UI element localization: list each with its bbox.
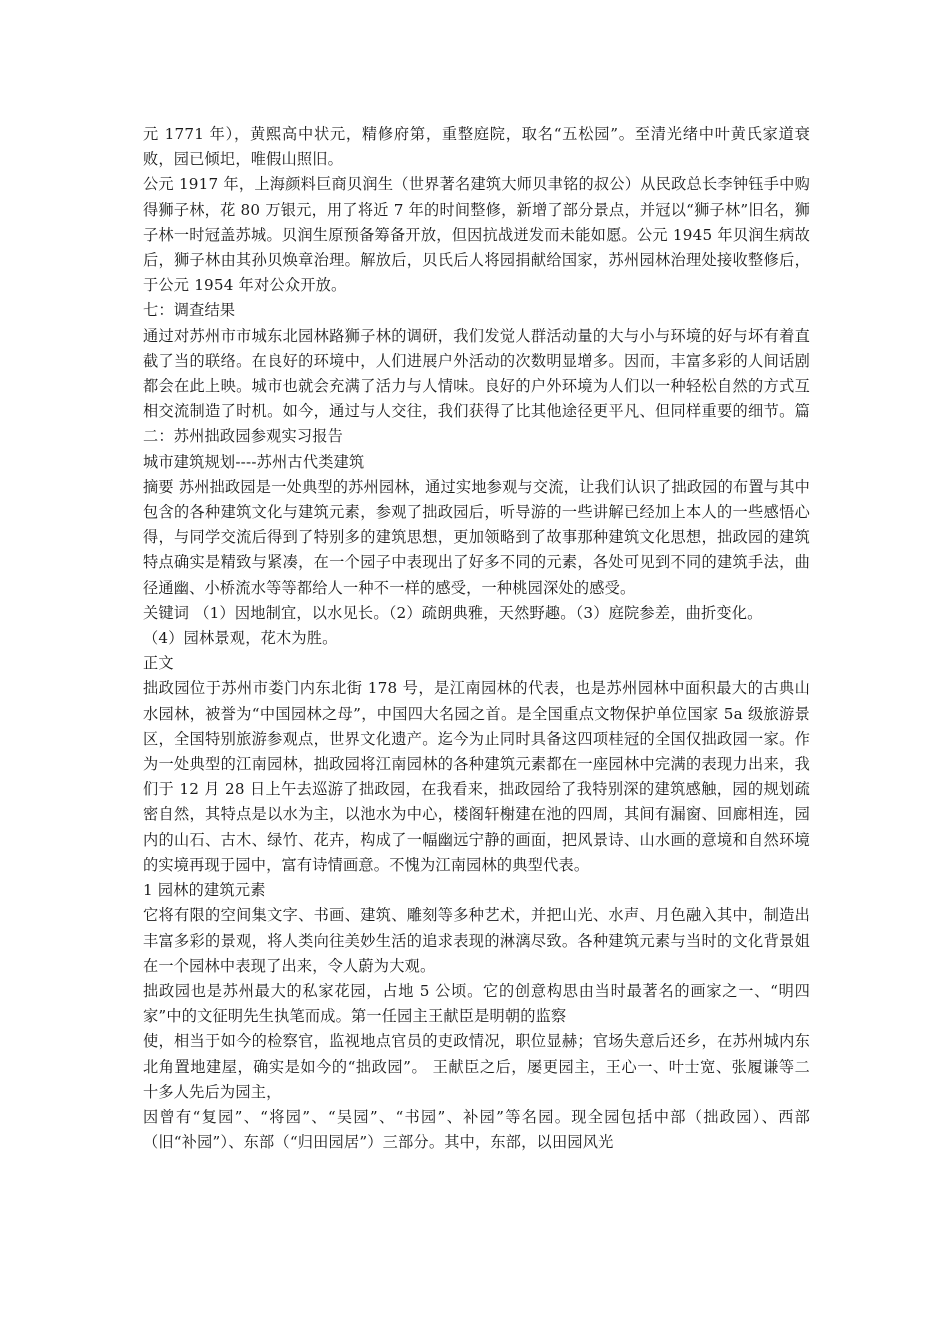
section-heading-garden-elements: 1 园林的建筑元素 — [143, 881, 266, 900]
paragraph-humble-administrator-garden: 拙政园位于苏州市娄门内东北街 178 号，是江南园林的代表，也是苏州园林中面积最大的古典山水园林，被誉为“中国园林之母”，中国四大名园之首。是全国重点文物保护单位国家 5a 级旅游景区，全国特别旅游参观点，世界文化遗产。迄今为止同时具备这四项桂冠的全国仅拙政园一家。作为一处典型的江南园林，拙政园将江南园林的各种建筑元素都在一座园林中完满的表现力出来，我们于 12 月 28 日上午去巡游了拙政园，在我看来，拙政园给了我特别深的建筑感触，园的规划疏密自然，其特点是以水为主，以池水为中心，楼阁轩榭建在池的四周，其间有漏窗、回廊相连，园内的山石、古木、绿竹、花卉，构成了一幅幽远宁静的画面，把风景诗、山水画的意境和自然环境的实境再现于园中，富有诗情画意。不愧为江南园林的典型代表。 — [143, 679, 810, 874]
paragraph-abstract: 摘要 苏州拙政园是一处典型的苏州园林，通过实地参观与交流，让我们认识了拙政园的布置与其中包含的各种建筑文化与建筑元素，参观了拙政园后，听导游的一些讲解已经加上本人的一些感悟心得，与同学交流后得到了特别多的建筑思想，更加领略到了故事那种建筑文化思想，拙政园的建筑特点确实是精致与紧凑，在一个园子中表现出了好多不同的元素，各处可见到不同的建筑手法，曲径通幽、小桥流水等等都给人一种不一样的感受，一种桃园深处的感受。 — [143, 477, 810, 597]
subtitle-urban-planning: 城市建筑规划----苏州古代类建筑 — [143, 452, 365, 471]
section-heading-survey-results: 七：调查结果 — [143, 301, 236, 320]
paragraph-keywords-continued: （4）园林景观，花木为胜。 — [143, 629, 338, 648]
section-heading-main-text: 正文 — [143, 654, 174, 673]
paragraph-garden-elements: 它将有限的空间集文字、书画、建筑、雕刻等多种艺术，并把山光、水声、月色融入其中，制造出丰富多彩的景观，将人类向往美妙生活的追求表现的淋漓尽致。各种建筑元素与当时的文化背景姐在一个园林中表现了出来，令人蔚为大观。 — [143, 906, 810, 975]
paragraph-survey-results: 通过对苏州市市城东北园林路狮子林的调研，我们发觉人群活动量的大与小与环境的好与坏有着直截了当的联络。在良好的环境中，人们进展户外活动的次数明显增多。因而，丰富多彩的人间话剧都会在此上映。城市也就会充满了活力与人情味。良好的户外环境为人们以一种轻松自然的方式互相交流制造了时机。如今，通过与人交往，我们获得了比其他途径更平凡、但同样重要的细节。篇二：苏州拙政园参观实习报告 — [143, 326, 810, 446]
paragraph-garden-names: 因曾有“复园”、“将园”、“吴园”、“书园”、补园”等名园。现全园包括中部（拙政园）、西部（旧“补园”）、东部（“归田园居”）三部分。其中，东部，以田园风光 — [143, 1107, 810, 1152]
paragraph-keywords: 关键词 （1）因地制宜，以水见长。（2）疏朗典雅，天然野趣。（3）庭院参差，曲折变化。 — [143, 603, 763, 622]
paragraph-bei-runsheng: 公元 1917 年，上海颜料巨商贝润生（世界著名建筑大师贝聿铭的叔公）从民政总长李钟钰手中购得狮子林，花 80 万银元，用了将近 7 年的时间整修，新增了部分景点，并冠以“狮子林”旧名，狮子林一时冠盖苏城。贝润生原预备筹备开放，但因抗战迸发而未能如愿。公元 1945 年贝润生病故后，狮子林由其孙贝焕章治理。解放后，贝氏后人将园捐献给国家，苏州园林治理处接收整修后，于公元 1954 年对公众开放。 — [143, 175, 810, 295]
paragraph-wang-xianchen: 使，相当于如今的检察官，监视地点官员的吏政情况，职位显赫；官场失意后还乡，在苏州城内东北角置地建屋，确实是如今的“拙政园”。 王献臣之后，屡更园主，王心一、叶士宽、张履谦等二十多人先后为园主， — [143, 1032, 810, 1101]
paragraph-wusong-garden: 元 1771 年），黄熙高中状元，精修府第，重整庭院，取名“五松园”。至清光绪中叶黄氏家道衰败，园已倾圯，唯假山照旧。 — [143, 125, 810, 169]
document-page — [143, 122, 810, 1155]
paragraph-private-garden: 拙政园也是苏州最大的私家花园，占地 5 公顷。它的创意构思由当时最著名的画家之一、“明四家”中的文征明先生执笔而成。第一任园主王献臣是明朝的监察 — [143, 981, 810, 1026]
